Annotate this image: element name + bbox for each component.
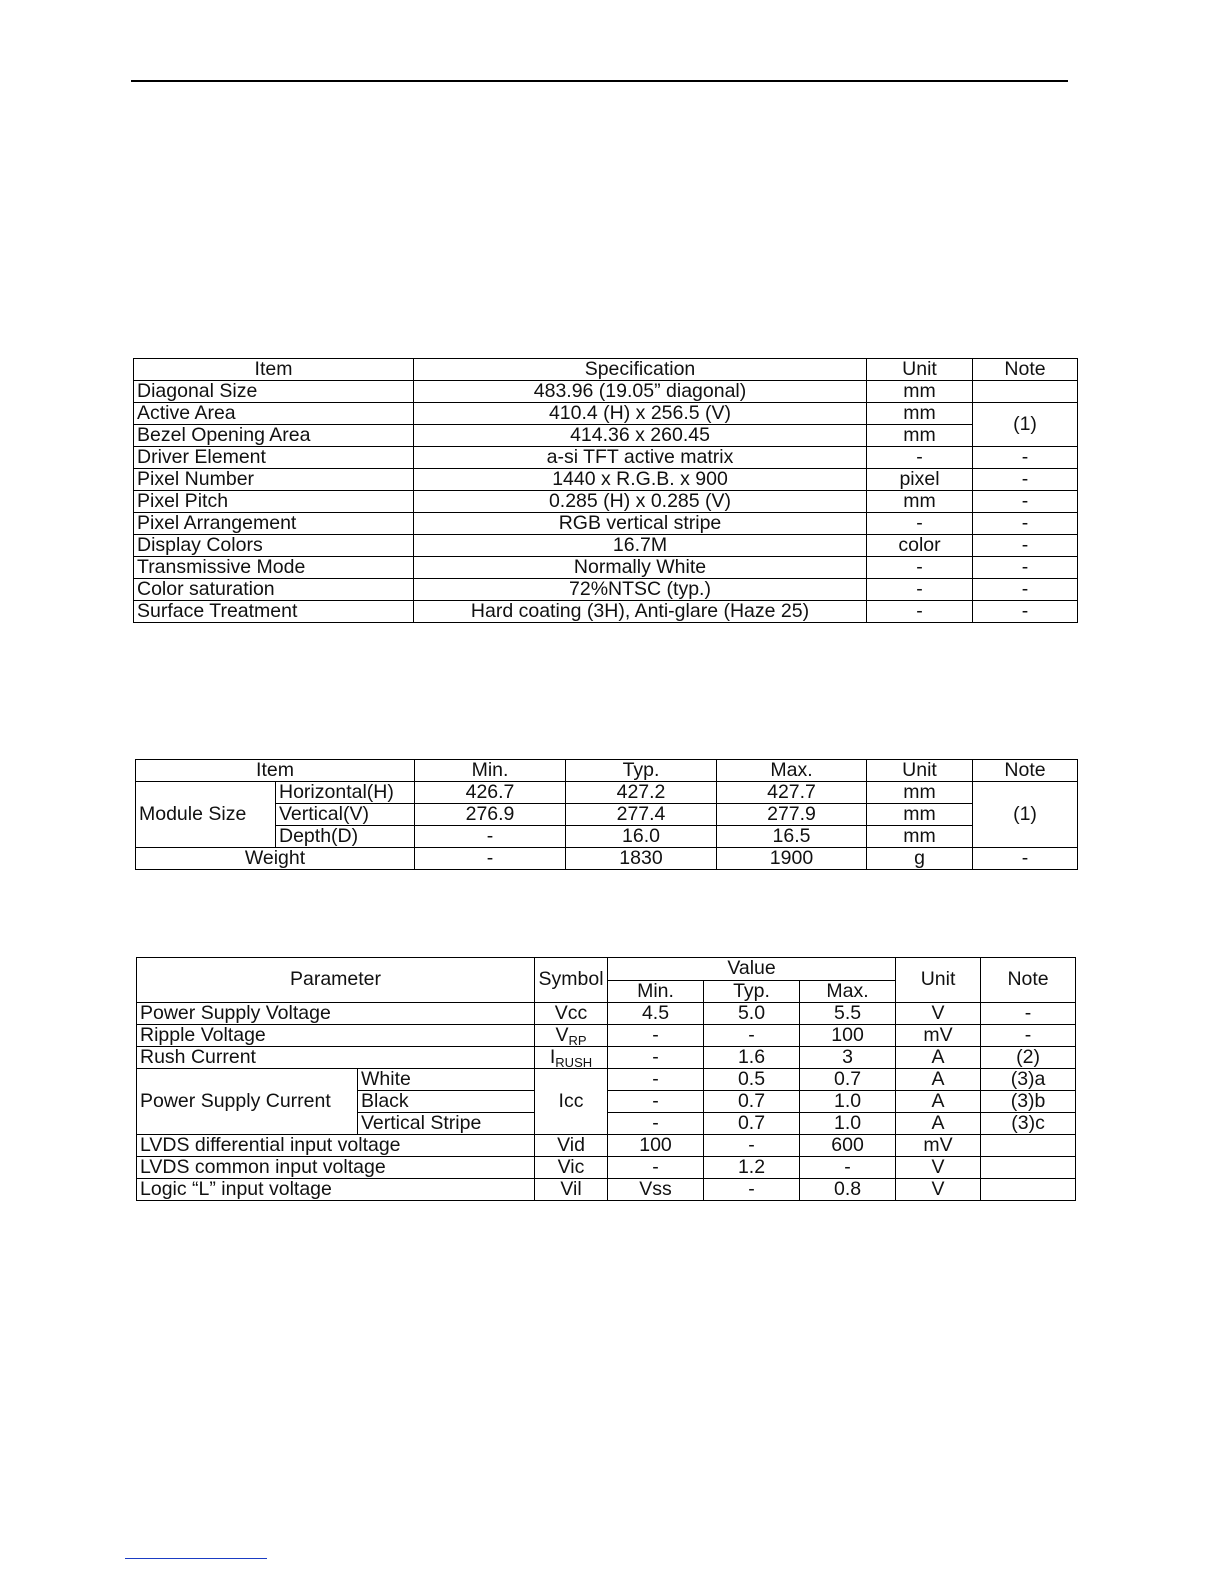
- row-item: Pixel Arrangement: [134, 513, 414, 535]
- row-item: Display Colors: [134, 535, 414, 557]
- row-spec: 1440 x R.G.B. x 900: [414, 469, 867, 491]
- power-supply-current-label: Power Supply Current: [137, 1069, 358, 1135]
- table-header-row: [137, 958, 1076, 981]
- general-spec-table: [133, 358, 1078, 623]
- row-sub-item: Horizontal(H): [276, 782, 415, 804]
- row-symbol: [535, 1025, 608, 1047]
- row-item: Pixel Number: [134, 469, 414, 491]
- table-row: [137, 1179, 1076, 1201]
- row-typ: 1830: [566, 848, 717, 870]
- row-max: 0.8: [800, 1179, 896, 1201]
- header-min: Min.: [608, 980, 704, 1003]
- row-typ: 0.7: [704, 1113, 800, 1135]
- row-spec: 410.4 (H) x 256.5 (V): [414, 403, 867, 425]
- row-typ: -: [704, 1135, 800, 1157]
- row-spec: 483.96 (19.05” diagonal): [414, 381, 867, 403]
- table-row: [137, 1157, 1076, 1179]
- row-note: -: [973, 579, 1078, 601]
- table-row: [136, 804, 1078, 826]
- row-unit: V: [896, 1003, 981, 1025]
- row-note: -: [973, 848, 1078, 870]
- row-unit: mm: [867, 425, 973, 447]
- row-unit: mm: [867, 804, 973, 826]
- row-typ: 1.2: [704, 1157, 800, 1179]
- table-row: [134, 557, 1078, 579]
- row-note: -: [973, 601, 1078, 623]
- row-unit: -: [867, 557, 973, 579]
- row-note: -: [973, 535, 1078, 557]
- row-note: -: [973, 447, 1078, 469]
- header-unit: Unit: [896, 958, 981, 1003]
- row-item: Surface Treatment: [134, 601, 414, 623]
- row-max: 5.5: [800, 1003, 896, 1025]
- symbol-main: V: [555, 1024, 569, 1046]
- row-parameter: Logic “L” input voltage: [137, 1179, 535, 1201]
- table-row: [137, 1047, 1076, 1069]
- row-spec: 16.7M: [414, 535, 867, 557]
- row-unit: A: [896, 1113, 981, 1135]
- row-min: 426.7: [415, 782, 566, 804]
- row-min: -: [608, 1069, 704, 1091]
- row-min: -: [608, 1047, 704, 1069]
- header-note: Note: [981, 958, 1076, 1003]
- row-unit: mm: [867, 826, 973, 848]
- row-note: (1): [973, 403, 1078, 447]
- electrical-spec-table: [136, 957, 1076, 1201]
- row-symbol: Vic: [535, 1157, 608, 1179]
- header-min: Min.: [415, 760, 566, 782]
- row-max: -: [800, 1157, 896, 1179]
- row-max: 16.5: [717, 826, 867, 848]
- symbol-subscript: RUSH: [555, 1054, 593, 1069]
- mechanical-spec-table: [135, 759, 1078, 870]
- header-value: Value: [608, 958, 896, 981]
- table-row: [136, 826, 1078, 848]
- row-item: Bezel Opening Area: [134, 425, 414, 447]
- row-spec: 0.285 (H) x 0.285 (V): [414, 491, 867, 513]
- row-min: -: [608, 1113, 704, 1135]
- header-note: Note: [973, 359, 1078, 381]
- row-unit: -: [867, 601, 973, 623]
- row-parameter: LVDS differential input voltage: [137, 1135, 535, 1157]
- row-max: 277.9: [717, 804, 867, 826]
- row-note: -: [973, 513, 1078, 535]
- row-unit: color: [867, 535, 973, 557]
- table-row: [134, 491, 1078, 513]
- row-sub-item: Vertical Stripe: [358, 1113, 535, 1135]
- row-symbol: [535, 1047, 608, 1069]
- table-row: [134, 469, 1078, 491]
- row-note: -: [981, 1003, 1076, 1025]
- row-max: 1.0: [800, 1091, 896, 1113]
- row-typ: 1.6: [704, 1047, 800, 1069]
- row-min: 276.9: [415, 804, 566, 826]
- table-row: [137, 1003, 1076, 1025]
- row-note: [973, 381, 1078, 403]
- row-item: Active Area: [134, 403, 414, 425]
- row-spec: 414.36 x 260.45: [414, 425, 867, 447]
- power-supply-current-symbol: Icc: [535, 1069, 608, 1135]
- header-unit: Unit: [867, 359, 973, 381]
- table-row: [134, 601, 1078, 623]
- row-note: [981, 1157, 1076, 1179]
- row-note: (3)c: [981, 1113, 1076, 1135]
- symbol-main: I: [549, 1046, 556, 1068]
- row-typ: 16.0: [566, 826, 717, 848]
- table-header-row: [136, 760, 1078, 782]
- table-row: [136, 848, 1078, 870]
- row-unit: pixel: [867, 469, 973, 491]
- row-unit: -: [867, 513, 973, 535]
- symbol-subscript: RP: [568, 1032, 587, 1047]
- row-unit: V: [896, 1179, 981, 1201]
- row-note: (2): [981, 1047, 1076, 1069]
- row-note: -: [973, 491, 1078, 513]
- row-typ: -: [704, 1179, 800, 1201]
- row-note: -: [973, 557, 1078, 579]
- table-row: [134, 447, 1078, 469]
- row-min: -: [608, 1157, 704, 1179]
- row-item: Driver Element: [134, 447, 414, 469]
- header-unit: Unit: [867, 760, 973, 782]
- row-max: 600: [800, 1135, 896, 1157]
- row-parameter: Rush Current: [137, 1047, 535, 1069]
- row-item: Diagonal Size: [134, 381, 414, 403]
- row-unit: V: [896, 1157, 981, 1179]
- table-row: [134, 513, 1078, 535]
- row-typ: -: [704, 1025, 800, 1047]
- header-max: Max.: [800, 980, 896, 1003]
- row-sub-item: Depth(D): [276, 826, 415, 848]
- header-typ: Typ.: [704, 980, 800, 1003]
- row-spec: RGB vertical stripe: [414, 513, 867, 535]
- row-unit: mV: [896, 1135, 981, 1157]
- table-row: [137, 1069, 1076, 1091]
- table-row: [134, 403, 1078, 425]
- row-unit: A: [896, 1091, 981, 1113]
- row-symbol: Vil: [535, 1179, 608, 1201]
- row-note: (3)b: [981, 1091, 1076, 1113]
- footer-rule: [125, 1558, 267, 1559]
- row-min: 4.5: [608, 1003, 704, 1025]
- row-min: Vss: [608, 1179, 704, 1201]
- row-min: -: [415, 848, 566, 870]
- row-sub-item: Vertical(V): [276, 804, 415, 826]
- header-max: Max.: [717, 760, 867, 782]
- row-unit: mV: [896, 1025, 981, 1047]
- row-symbol: Vid: [535, 1135, 608, 1157]
- row-typ: 427.2: [566, 782, 717, 804]
- table-row: [134, 381, 1078, 403]
- row-sub-item: White: [358, 1069, 535, 1091]
- row-item: Pixel Pitch: [134, 491, 414, 513]
- row-typ: 0.5: [704, 1069, 800, 1091]
- weight-label: Weight: [136, 848, 415, 870]
- row-unit: mm: [867, 491, 973, 513]
- row-symbol: Vcc: [535, 1003, 608, 1025]
- header-parameter: Parameter: [137, 958, 535, 1003]
- table-row: [134, 425, 1078, 447]
- row-spec: Normally White: [414, 557, 867, 579]
- row-note: [981, 1135, 1076, 1157]
- row-unit: A: [896, 1047, 981, 1069]
- row-parameter: Power Supply Voltage: [137, 1003, 535, 1025]
- header-specification: Specification: [414, 359, 867, 381]
- row-unit: A: [896, 1069, 981, 1091]
- row-max: 0.7: [800, 1069, 896, 1091]
- row-unit: mm: [867, 782, 973, 804]
- row-unit: mm: [867, 403, 973, 425]
- table-row: [134, 535, 1078, 557]
- row-item: Color saturation: [134, 579, 414, 601]
- row-min: -: [415, 826, 566, 848]
- row-unit: -: [867, 579, 973, 601]
- row-parameter: Ripple Voltage: [137, 1025, 535, 1047]
- row-typ: 277.4: [566, 804, 717, 826]
- header-note: Note: [973, 760, 1078, 782]
- table-row: [137, 1025, 1076, 1047]
- table-row: [136, 782, 1078, 804]
- row-max: 3: [800, 1047, 896, 1069]
- row-unit: -: [867, 447, 973, 469]
- row-note: [981, 1179, 1076, 1201]
- row-typ: 5.0: [704, 1003, 800, 1025]
- header-symbol: Symbol: [535, 958, 608, 1003]
- table-row: [134, 579, 1078, 601]
- header-rule: [131, 80, 1068, 82]
- row-max: 427.7: [717, 782, 867, 804]
- row-parameter: LVDS common input voltage: [137, 1157, 535, 1179]
- row-unit: g: [867, 848, 973, 870]
- row-min: 100: [608, 1135, 704, 1157]
- row-item: Transmissive Mode: [134, 557, 414, 579]
- header-item: Item: [134, 359, 414, 381]
- row-spec: 72%NTSC (typ.): [414, 579, 867, 601]
- row-unit: mm: [867, 381, 973, 403]
- row-spec: Hard coating (3H), Anti-glare (Haze 25): [414, 601, 867, 623]
- table-row: [137, 1135, 1076, 1157]
- module-note: (1): [973, 782, 1078, 848]
- row-note: -: [973, 469, 1078, 491]
- row-sub-item: Black: [358, 1091, 535, 1113]
- header-item: Item: [136, 760, 415, 782]
- row-typ: 0.7: [704, 1091, 800, 1113]
- row-min: -: [608, 1025, 704, 1047]
- row-max: 1900: [717, 848, 867, 870]
- row-note: (3)a: [981, 1069, 1076, 1091]
- module-size-label: Module Size: [136, 782, 276, 848]
- row-max: 100: [800, 1025, 896, 1047]
- table-header-row: [134, 359, 1078, 381]
- header-typ: Typ.: [566, 760, 717, 782]
- row-note: -: [981, 1025, 1076, 1047]
- row-min: -: [608, 1091, 704, 1113]
- row-spec: a-si TFT active matrix: [414, 447, 867, 469]
- row-max: 1.0: [800, 1113, 896, 1135]
